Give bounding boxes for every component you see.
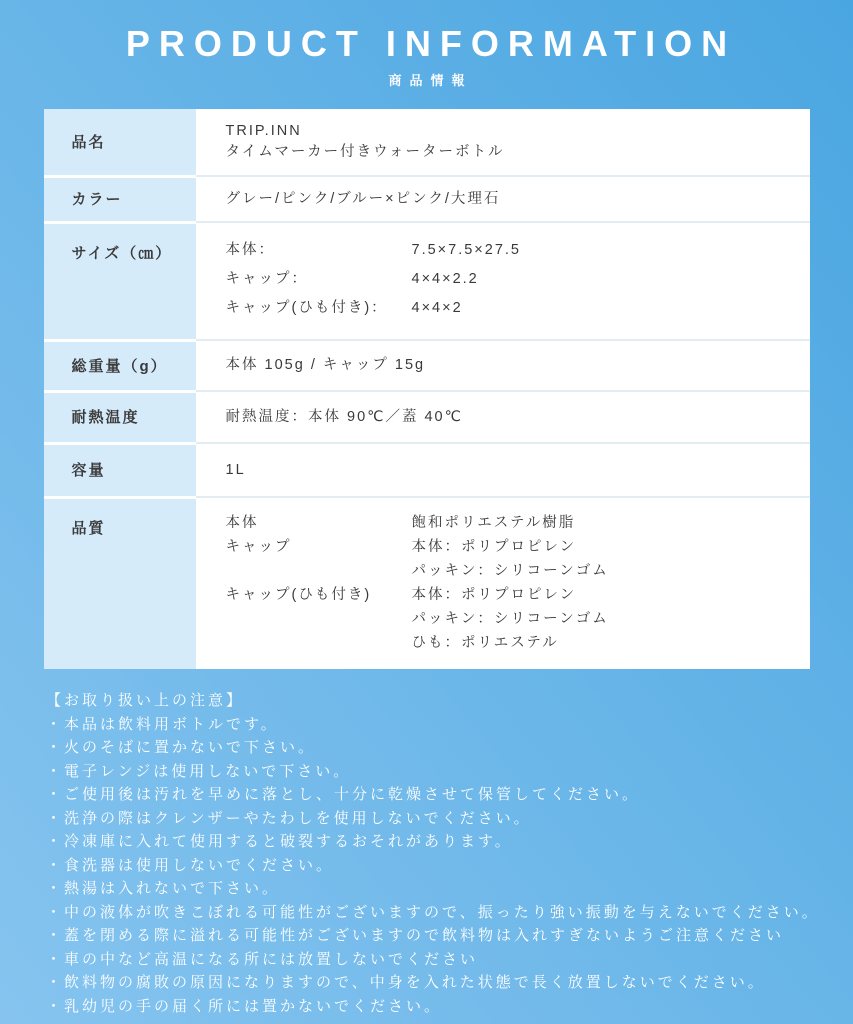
spec-pair-value: ひも：ポリエステル	[411, 635, 559, 651]
spec-pair-value: パッキン：シリコーンゴム	[411, 563, 609, 579]
care-note-item: ・車の中など高温になる所には放置しないでください	[46, 950, 479, 968]
spec-row	[44, 442, 810, 496]
spec-row	[44, 390, 810, 442]
spec-pair-key: 本体：	[225, 242, 275, 258]
spec-pair	[226, 294, 798, 323]
spec-row-value	[196, 442, 810, 496]
spec-value-line: グレー/ピンク/ブルー×ピンク/大理石	[225, 190, 501, 207]
spec-pair-values	[412, 294, 463, 323]
spec-pair	[226, 535, 798, 583]
spec-table	[44, 109, 810, 669]
care-note-item: ・中の液体が吹きこぼれる可能性がございますので、振ったり強い振動を与えないでください。	[46, 903, 820, 921]
spec-row-value	[196, 109, 810, 175]
spec-row-value	[196, 390, 810, 442]
care-note-item: ・熱湯は入れないで下さい。	[46, 880, 281, 897]
spec-value-line: 耐熱温度：本体 90℃／蓋 40℃	[225, 408, 463, 425]
spec-row-label: カラー	[44, 175, 196, 221]
care-notes-list	[46, 713, 833, 1019]
spec-pair-key: 本体	[225, 515, 259, 531]
spec-pair-values	[412, 265, 479, 294]
spec-row	[44, 109, 810, 175]
spec-row-label: 総重量（g）	[44, 339, 196, 390]
care-note-item: ・蓋を閉める際に溢れる可能性がございますので飲料物は入れすぎないようご注意ください	[46, 927, 785, 944]
spec-pair	[226, 265, 798, 294]
spec-pair	[226, 236, 798, 265]
care-note-item: ・乳幼児の手の届く所には置かないでください。	[46, 997, 443, 1015]
spec-row-label: 品名	[44, 109, 196, 175]
spec-value-line: 1L	[225, 461, 246, 478]
spec-pair-key: キャップ：	[225, 271, 308, 287]
spec-pair-key: キャップ	[225, 539, 292, 555]
spec-row-label: 耐熱温度	[44, 390, 196, 442]
spec-pair	[226, 511, 798, 535]
spec-value-line: 本体 105g / キャップ 15g	[225, 357, 426, 373]
spec-row-value	[196, 175, 810, 221]
spec-row	[44, 496, 810, 669]
care-notes-heading: 【お取り扱い上の注意】	[46, 692, 245, 709]
care-note-item: ・洗浄の際はクレンザーやたわしを使用しないでください。	[46, 809, 532, 827]
care-note-item: ・食洗器は使用しないでください。	[46, 856, 335, 874]
spec-pair-key: キャップ(ひも付き)	[225, 587, 372, 603]
spec-row	[44, 221, 810, 339]
care-note-item: ・火のそばに置かないで下さい。	[46, 739, 317, 756]
spec-pair-value: 本体：ポリプロピレン	[411, 587, 577, 603]
spec-row-value	[196, 339, 810, 390]
spec-pair-value: 飽和ポリエステル樹脂	[411, 515, 576, 531]
care-note-item: ・電子レンジは使用しないで下さい。	[46, 762, 352, 780]
spec-row-label: 容量	[44, 442, 196, 496]
page-title: PRODUCT INFORMATION	[125, 23, 737, 64]
spec-row-label: 品質	[44, 496, 196, 669]
spec-pair-value: 4×4×2.2	[411, 271, 479, 287]
spec-value-line: タイムマーカー付きウォーターボトル	[225, 144, 505, 160]
care-note-item: ・ご使用後は汚れを早めに落とし、十分に乾燥させて保管してください。	[46, 786, 641, 803]
spec-pair-values	[412, 236, 521, 265]
spec-pair-value: 7.5×7.5×27.5	[411, 242, 521, 258]
page-header	[0, 0, 853, 90]
spec-pair-key: キャップ(ひも付き)：	[225, 300, 388, 316]
spec-pair-values	[412, 535, 609, 583]
spec-row	[44, 175, 810, 221]
spec-pair	[226, 583, 798, 655]
page-subtitle: 商品情報	[388, 73, 473, 88]
spec-pair-values	[412, 583, 609, 655]
care-note-item: ・本品は飲料用ボトルです。	[46, 715, 279, 733]
spec-pair-value: 本体：ポリプロピレン	[411, 539, 577, 555]
spec-value-line: TRIP.INN	[225, 123, 302, 139]
spec-row-value	[196, 496, 810, 669]
spec-pair-value: パッキン：シリコーンゴム	[411, 611, 609, 627]
care-note-item: ・冷凍庫に入れて使用すると破裂するおそれがあります。	[46, 833, 513, 850]
spec-row	[44, 339, 810, 390]
care-notes	[46, 689, 833, 1018]
spec-pair-values	[412, 511, 576, 535]
care-note-item: ・飲料物の腐敗の原因になりますので、中身を入れた状態で長く放置しないでください。	[46, 974, 766, 991]
spec-row-label: サイズ（㎝）	[44, 221, 196, 339]
spec-pair-value: 4×4×2	[411, 300, 463, 316]
spec-row-value	[196, 221, 810, 339]
